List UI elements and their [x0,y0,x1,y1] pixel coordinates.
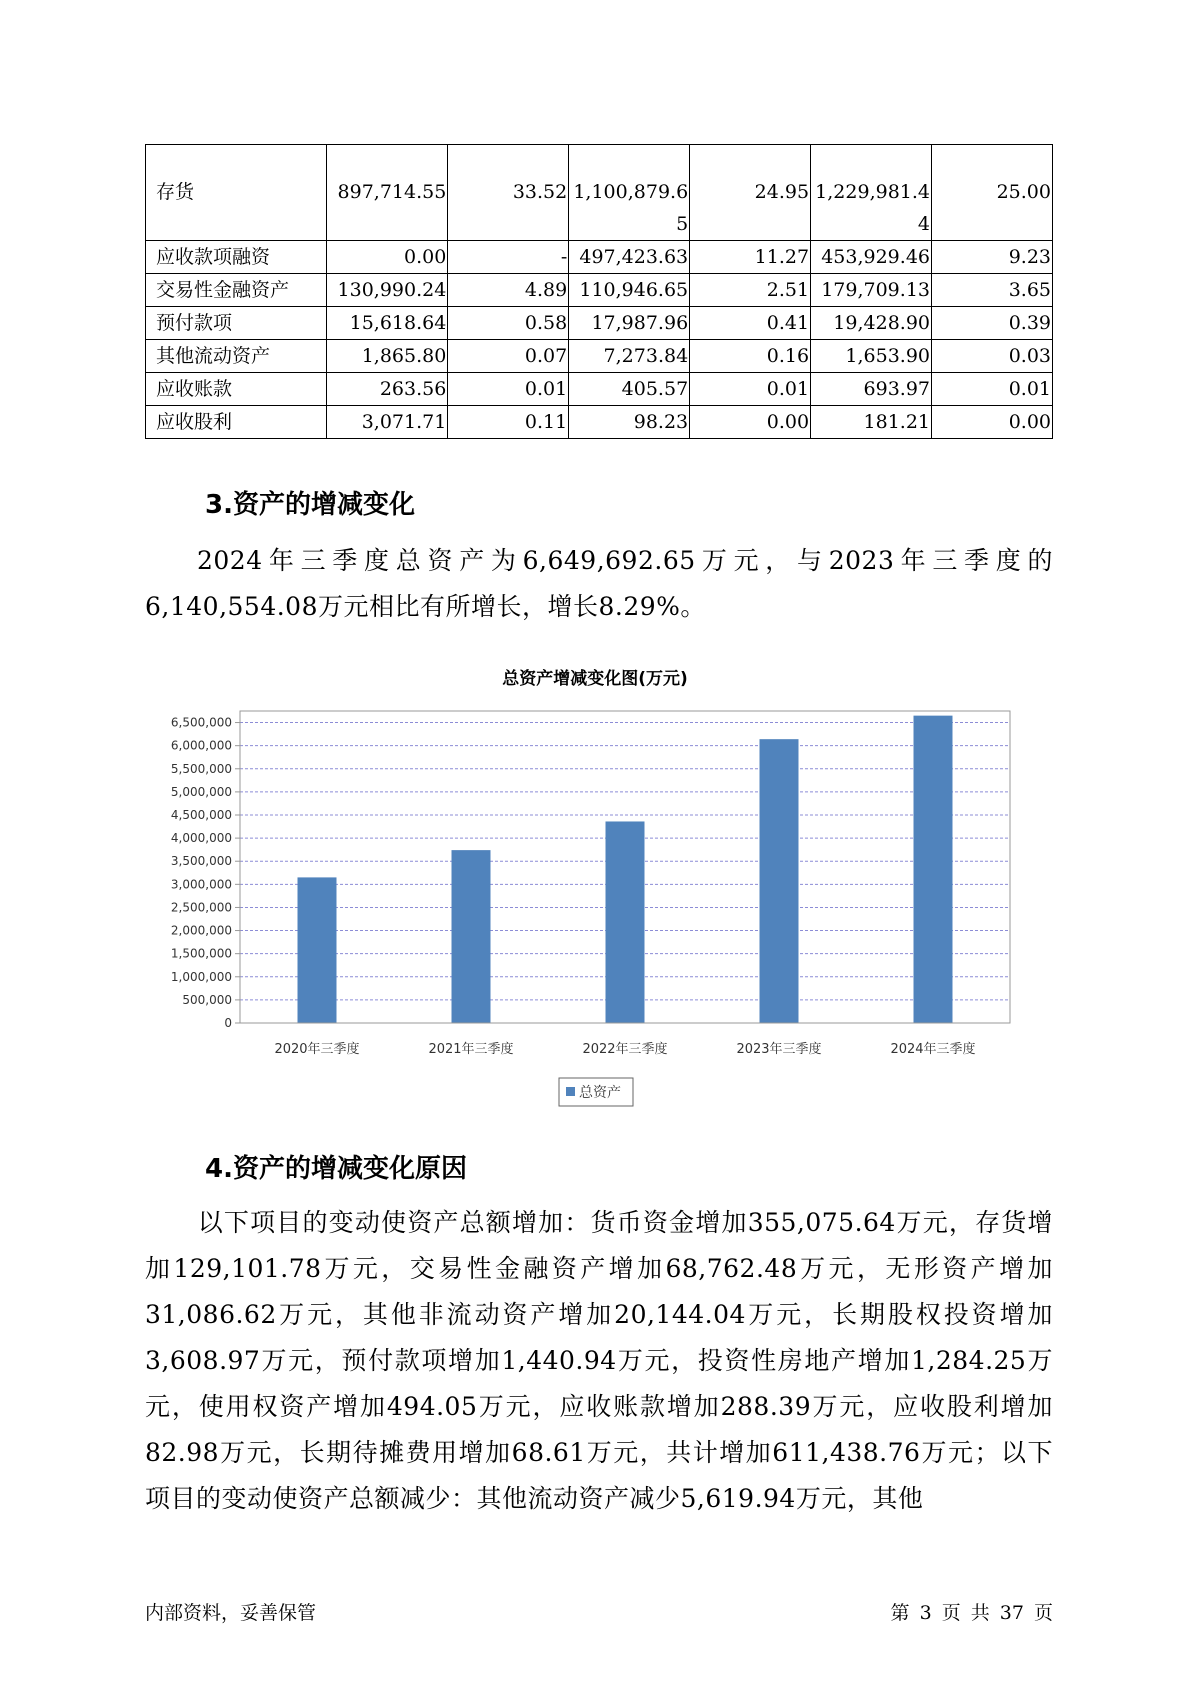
table-cell: 0.01 [932,373,1053,406]
table-cell: 0.00 [932,406,1053,439]
y-tick-label: 0 [224,1016,232,1030]
y-tick-label: 2,000,000 [170,923,232,938]
paragraph-text: 2024年三季度总资产为6,649,692.65万元，与2023年三季度的6,140,554.08万元相比有所增长，增长8.29%。 [145,546,1053,621]
section-paragraph [145,538,1053,630]
x-tick-label: 2020年三季度 [274,1042,360,1057]
table-cell: 3,071.71 [327,406,448,439]
table-row [146,145,1053,241]
y-tick-label: 3,000,000 [170,877,232,892]
y-tick-label: 1,000,000 [170,969,232,984]
table-cell: 4.89 [448,274,569,307]
chart-title: 总资产增减变化图(万元) [502,669,688,689]
y-tick-label: 6,500,000 [170,715,232,730]
table-cell: 预付款项 [146,307,327,340]
table-cell: 0.41 [690,307,811,340]
table-cell: 0.16 [690,340,811,373]
table-cell: 17,987.96 [569,307,690,340]
table-cell: 0.01 [690,373,811,406]
table-cell: 405.57 [569,373,690,406]
table-cell: 263.56 [327,373,448,406]
table-row [146,340,1053,373]
table-cell: 181.21 [811,406,932,439]
table-cell: 130,990.24 [327,274,448,307]
table-cell: 应收款项融资 [146,241,327,274]
table-cell: 存货 [146,145,327,241]
table-cell: 0.00 [690,406,811,439]
table-cell-text: 1,229,981.44 [815,181,930,235]
table-cell: 3.65 [932,274,1053,307]
chart-legend [559,1078,633,1106]
table-row [146,241,1053,274]
footer-page-number: 第 3 页 共 37 页 [890,1602,1053,1624]
y-tick-label: 1,500,000 [170,946,232,961]
table-cell: 453,929.46 [811,241,932,274]
table-cell: 11.27 [690,241,811,274]
y-axis-ticks [171,716,240,1030]
table-cell: 15,618.64 [327,307,448,340]
bar [606,821,645,1023]
table-cell-text: 1,100,879.65 [573,181,689,235]
legend-label: 总资产 [579,1085,621,1101]
table-cell: 33.52 [448,145,569,241]
table-cell: 7,273.84 [569,340,690,373]
bar [914,716,953,1023]
section-heading: 3.资产的增减变化 [205,490,415,520]
bar [298,877,337,1023]
x-tick-label: 2021年三季度 [428,1042,514,1057]
y-tick-label: 4,000,000 [170,831,232,846]
y-tick-label: 3,500,000 [170,854,232,869]
bar [452,850,491,1023]
table-cell: 497,423.63 [569,241,690,274]
section-paragraph [145,1200,1053,1522]
x-tick-label: 2024年三季度 [890,1042,976,1057]
table-cell [569,145,690,241]
table-cell: 0.39 [932,307,1053,340]
legend-swatch [566,1087,575,1096]
table-cell: 179,709.13 [811,274,932,307]
table-cell: 0.00 [327,241,448,274]
table-cell: 693.97 [811,373,932,406]
table-cell: 0.07 [448,340,569,373]
table-cell: 应收股利 [146,406,327,439]
y-tick-label: 4,500,000 [170,808,232,822]
x-axis-labels [274,1041,975,1057]
table-cell: - [448,241,569,274]
table-cell: 1,653.90 [811,340,932,373]
y-tick-label: 5,000,000 [170,784,232,799]
table-cell: 9.23 [932,241,1053,274]
y-tick-label: 500,000 [182,992,232,1007]
table-cell: 交易性金融资产 [146,274,327,307]
table-cell [811,145,932,241]
table-cell: 其他流动资产 [146,340,327,373]
bar [760,739,799,1023]
table-cell: 0.03 [932,340,1053,373]
table-cell: 2.51 [690,274,811,307]
table-row [146,406,1053,439]
y-tick-label: 5,500,000 [170,761,232,776]
table-row [146,274,1053,307]
table-cell: 0.01 [448,373,569,406]
paragraph-text: 以下项目的变动使资产总额增加：货币资金增加355,075.64万元，存货增加129,101.78万元，交易性金融资产增加68,762.48万元，无形资产增加31,086.62万元，其他非流动资产增加20,144.04万元，长期股权投资增加3,608.97万元，预付款项增加1,440.94万元，投资性房地产增加1,284.25万元，使用权资产增加494.05万元，应收账款增加288.39万元，应收股利增加82.98万元，长期待摊费用增加68.61万元，共计增加611,438.76万元；以下项目的变动使资产总额减少：其他流动资产减少5,619.94万元，其他 [145,1208,1053,1513]
y-tick-label: 2,500,000 [170,900,232,915]
table-row [146,307,1053,340]
table-cell: 25.00 [932,145,1053,241]
table-cell: 98.23 [569,406,690,439]
asset-table [145,144,1053,439]
total-assets-chart [145,650,1025,1120]
footer-confidential: 内部资料，妥善保管 [145,1602,317,1624]
table-cell: 1,865.80 [327,340,448,373]
table-cell: 24.95 [690,145,811,241]
x-tick-label: 2022年三季度 [582,1042,668,1057]
table-cell: 897,714.55 [327,145,448,241]
y-tick-label: 6,000,000 [170,738,232,753]
table-row [146,373,1053,406]
table-cell: 0.11 [448,406,569,439]
table-cell: 110,946.65 [569,274,690,307]
table-cell: 应收账款 [146,373,327,406]
table-cell: 19,428.90 [811,307,932,340]
table-cell: 0.58 [448,307,569,340]
x-tick-label: 2023年三季度 [736,1042,822,1057]
section-heading: 4.资产的增减变化原因 [205,1154,467,1184]
